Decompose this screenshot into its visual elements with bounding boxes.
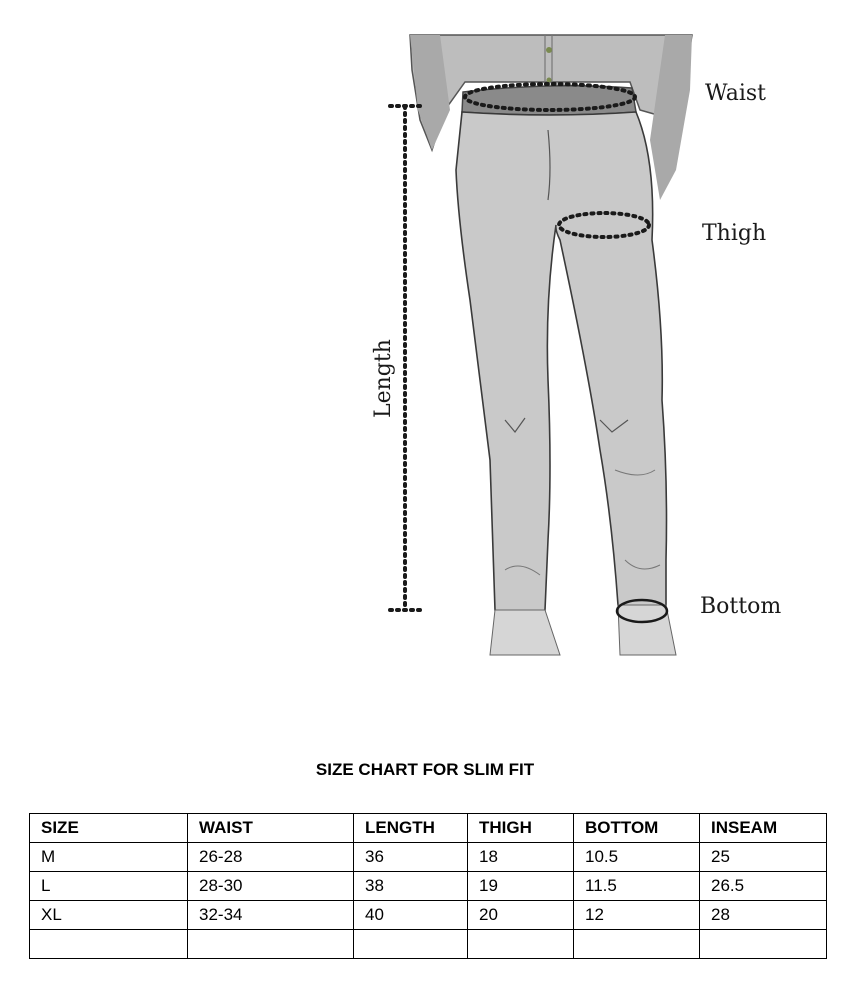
size-chart-table <box>29 813 827 959</box>
table-cell <box>574 930 700 959</box>
length-label: Length <box>371 339 396 418</box>
header-waist: WAIST <box>188 814 354 843</box>
table-cell: 11.5 <box>574 872 700 901</box>
header-size: SIZE <box>30 814 188 843</box>
table-cell: M <box>30 843 188 872</box>
table-cell <box>30 930 188 959</box>
header-thigh: THIGH <box>468 814 574 843</box>
table-row <box>30 930 827 959</box>
table-cell: 32-34 <box>188 901 354 930</box>
table-cell <box>468 930 574 959</box>
table-cell: 25 <box>700 843 827 872</box>
table-header-row <box>30 814 827 843</box>
header-inseam: INSEAM <box>700 814 827 843</box>
table-row <box>30 901 827 930</box>
table-cell: XL <box>30 901 188 930</box>
table-cell: 12 <box>574 901 700 930</box>
table-cell: 20 <box>468 901 574 930</box>
size-chart-title: SIZE CHART FOR SLIM FIT <box>315 760 535 779</box>
table-cell: 26-28 <box>188 843 354 872</box>
table-cell: 10.5 <box>574 843 700 872</box>
table-row <box>30 872 827 901</box>
table-cell: 19 <box>468 872 574 901</box>
left-shoe <box>490 610 560 655</box>
thigh-label: Thigh <box>702 221 767 246</box>
waist-label: Waist <box>705 81 766 106</box>
table-cell: L <box>30 872 188 901</box>
belt <box>462 86 636 115</box>
table-cell <box>700 930 827 959</box>
table-cell: 26.5 <box>700 872 827 901</box>
table-row <box>30 843 827 872</box>
pants <box>456 112 667 613</box>
header-bottom: BOTTOM <box>574 814 700 843</box>
table-cell: 36 <box>354 843 468 872</box>
table-cell <box>354 930 468 959</box>
table-cell: 18 <box>468 843 574 872</box>
table-cell: 38 <box>354 872 468 901</box>
table-cell: 28 <box>700 901 827 930</box>
table-cell: 40 <box>354 901 468 930</box>
header-length: LENGTH <box>354 814 468 843</box>
table-cell <box>188 930 354 959</box>
table-cell: 28-30 <box>188 872 354 901</box>
bottom-label: Bottom <box>700 594 782 619</box>
